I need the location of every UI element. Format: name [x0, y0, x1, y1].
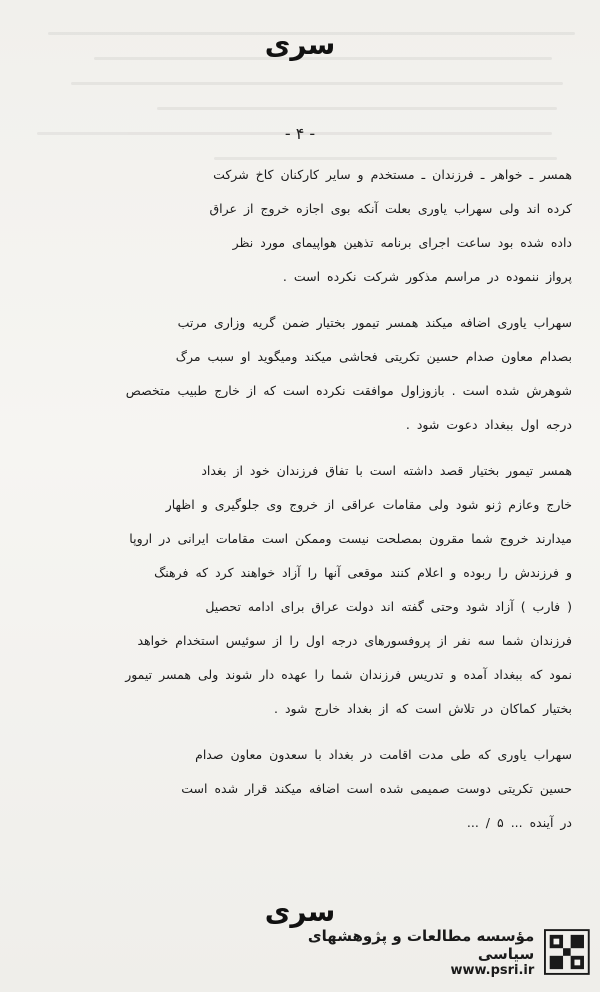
text-line: همسر ـ خواهر ـ فرزندان ـ مستخدم و سایر کارکنان کاخ شرکت [213, 167, 572, 182]
text-line: پرواز ننموده در مراسم مذکور شرکت نکرده است . [282, 269, 572, 284]
classification-header: سری [264, 28, 336, 61]
text-line: کرده اند ولی سهراب یاوری بعلت آنکه بوی اجازه خروج از عراق [209, 201, 572, 216]
paragraph-gap [38, 442, 572, 454]
org-url[interactable]: www.psri.ir [450, 962, 535, 978]
text-line: حسین تکریتی دوست صمیمی شده است اضافه میکند قرار شده است [181, 781, 572, 796]
text-line: داده شده بود ساعت اجرای برنامه تذهین هواپیمای مورد نظر [232, 235, 572, 250]
org-name: مؤسسه مطالعات و پژوهشهای سیاسی [307, 926, 535, 963]
document-body [38, 158, 572, 840]
text-line: بختیار کماکان در تلاش است که از بغداد خارج شود . [274, 701, 572, 716]
text-line: نمود که ببغداد آمده و تدریس فرزندان شما را عهده دار شوند ولی همسر تیمور [125, 667, 572, 682]
text-line: همسر تیمور بختیار قصد داشته است با تفاق فرزندان خود از بغداد [201, 463, 572, 478]
watermark [260, 922, 590, 982]
classification-footer: سری [264, 895, 336, 928]
text-line: خارج وعازم ژنو شود ولی مقامات عراقی از خروج وی جلوگیری و اظهار [165, 497, 572, 512]
continuation-line: در آینده ... ۵ / ... [466, 815, 572, 830]
text-line: سهراب یاوری که طی مدت اقامت در بغداد با سعدون معاون صدام [195, 747, 572, 762]
text-line: درجه اول ببغداد دعوت شود . [405, 417, 572, 432]
paragraph-gap [38, 726, 572, 738]
text-line: میدارند خروج شما مقرون بمصلحت نیست وممکن است مقامات ایرانی در اروپا [129, 531, 572, 546]
watermark-text [260, 927, 534, 978]
text-line: سهراب یاوری اضافه میکند همسر تیمور بختیار ضمن گریه وزاری مرتب [177, 315, 572, 330]
paragraph-gap [38, 294, 572, 306]
text-line: و فرزندش را ربوده و اعلام کنند موقعی آنها را آزاد خواهند کرد که فرهنگ [154, 565, 572, 580]
text-line: شوهرش شده است . بازوزاول موافقت نکرده است که از خارج طبیب متخصص [125, 383, 572, 398]
text-line: فرزندان شما سه نفر از پروفسورهای درجه اول را از سوئیس استخدام خواهد [137, 633, 572, 648]
psri-logo-icon [544, 928, 590, 976]
page-number: - ۴ - [284, 124, 316, 143]
text-line: بصدام معاون صدام حسین تکریتی فحاشی میکند ومیگوید او سبب مرگ [175, 349, 572, 364]
text-line: ( فارب ) آزاد شود وحتی گفته اند دولت عراق برای ادامه تحصیل [205, 599, 572, 614]
